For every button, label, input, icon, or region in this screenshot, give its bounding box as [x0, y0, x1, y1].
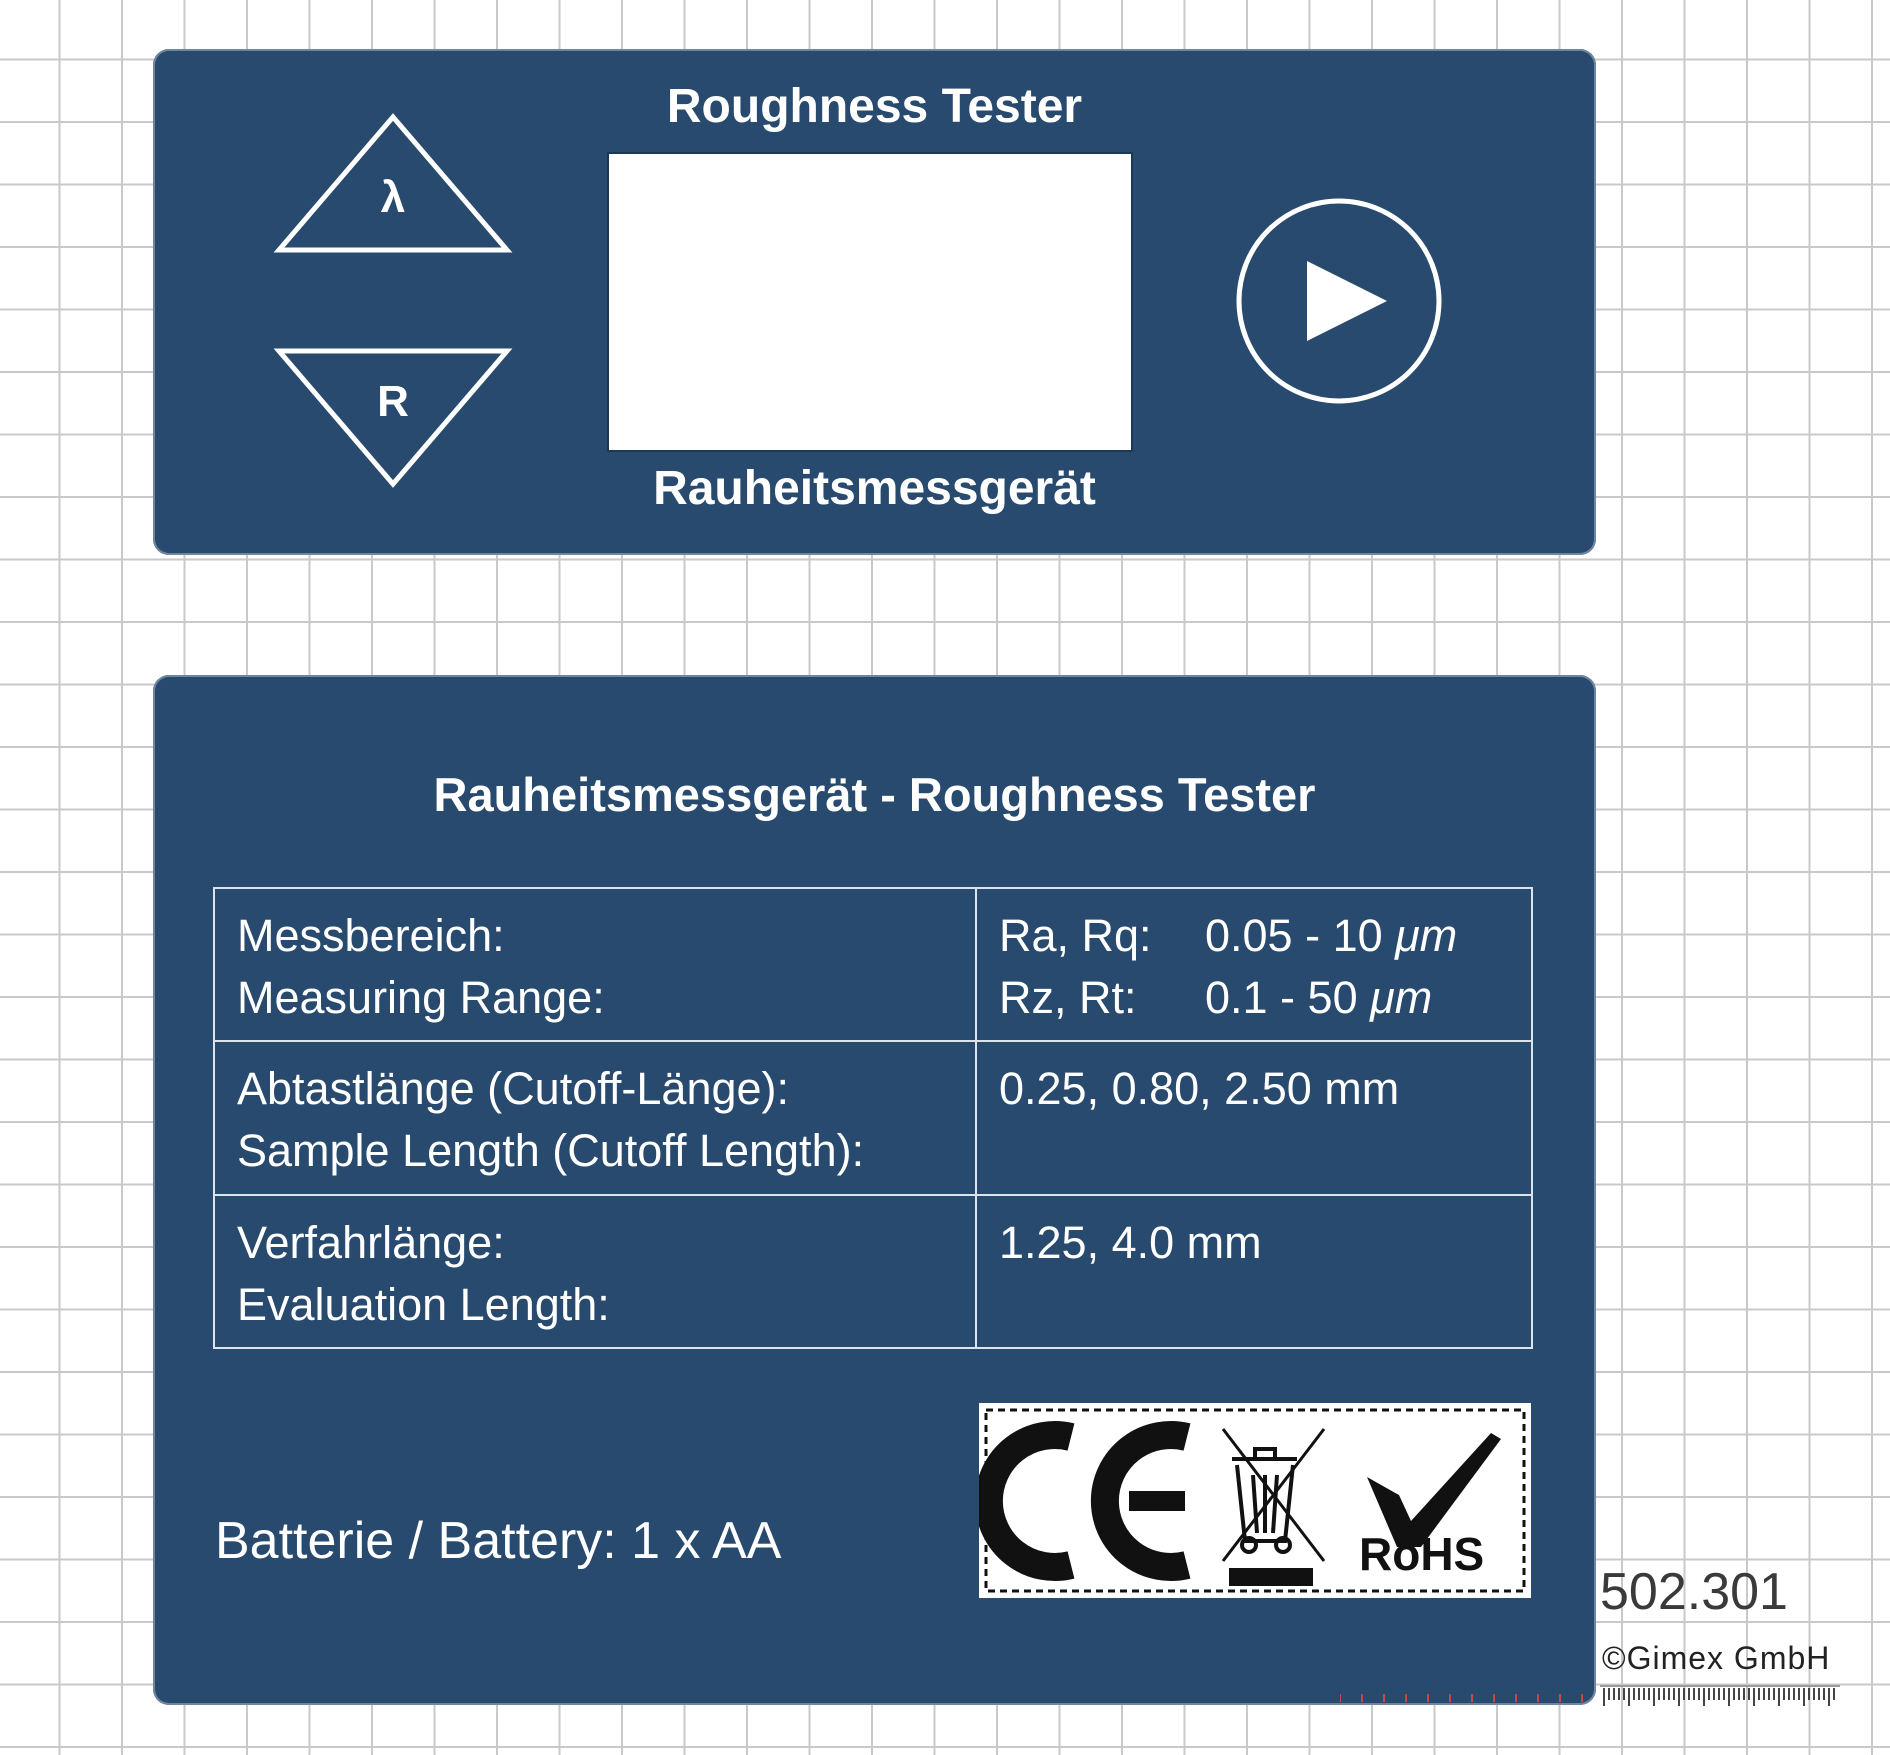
weee-bin-icon: [1223, 1429, 1324, 1586]
device-title: Roughness Tester: [666, 80, 1083, 133]
range-params: Ra, Rq:: [999, 910, 1152, 961]
lcd-display-window: [607, 152, 1133, 452]
spec-label-cell: [214, 888, 976, 1041]
rating-plate-label: [153, 675, 1596, 1705]
lambda-button-label: λ: [380, 173, 406, 222]
ruler-scale-icon: [1340, 1680, 1840, 1710]
lambda-up-button[interactable]: [273, 111, 513, 256]
play-icon: [1235, 197, 1443, 405]
evaluation-length-label-en: Evaluation Length:: [237, 1278, 610, 1330]
spec-value-cell: [976, 1195, 1532, 1348]
spec-label-cell: [214, 1041, 976, 1194]
table-row: [214, 1195, 1532, 1348]
device-subtitle: Rauheitsmessgerät: [653, 462, 1096, 515]
table-row: [214, 1041, 1532, 1194]
rohs-label: RoHS: [1359, 1528, 1485, 1580]
spec-table: [213, 887, 1533, 1349]
measuring-range-label-en: Measuring Range:: [237, 972, 605, 1023]
front-panel-label: [153, 49, 1596, 555]
range-unit: μm: [1370, 972, 1433, 1023]
sample-length-label-en: Sample Length (Cutoff Length):: [237, 1125, 865, 1177]
evaluation-length-label-de: Verfahrlänge:: [237, 1216, 505, 1268]
spec-value-cell: [976, 1041, 1532, 1194]
range-value: 0.1 - 50 μm: [1205, 972, 1433, 1023]
start-measurement-button[interactable]: [1235, 197, 1443, 405]
battery-info: Batterie / Battery: 1 x AA: [215, 1512, 782, 1570]
sample-length-value: 0.25, 0.80, 2.50 mm: [999, 1063, 1400, 1115]
table-row: [214, 888, 1532, 1041]
ce-mark-icon: [989, 1435, 1187, 1567]
range-row-ra-rq: [999, 905, 1509, 967]
copyright-notice: ©Gimex GmbH: [1602, 1640, 1831, 1676]
measuring-range-label-de: Messbereich:: [237, 910, 505, 961]
range-value: 0.05 - 10 μm: [1205, 910, 1458, 961]
certification-marks: [979, 1403, 1531, 1598]
range-unit: μm: [1395, 910, 1458, 961]
spec-value-cell: [976, 888, 1532, 1041]
rating-plate-title: Rauheitsmessgerät - Roughness Tester: [433, 768, 1316, 821]
spec-label-cell: [214, 1195, 976, 1348]
range-params: Rz, Rt:: [999, 972, 1137, 1023]
evaluation-length-value: 1.25, 4.0 mm: [999, 1216, 1262, 1268]
part-number: 502.301: [1600, 1563, 1788, 1621]
r-button-label: R: [377, 377, 409, 426]
sample-length-label-de: Abtastlänge (Cutoff-Länge):: [237, 1063, 790, 1115]
range-row-rz-rt: [999, 967, 1509, 1029]
